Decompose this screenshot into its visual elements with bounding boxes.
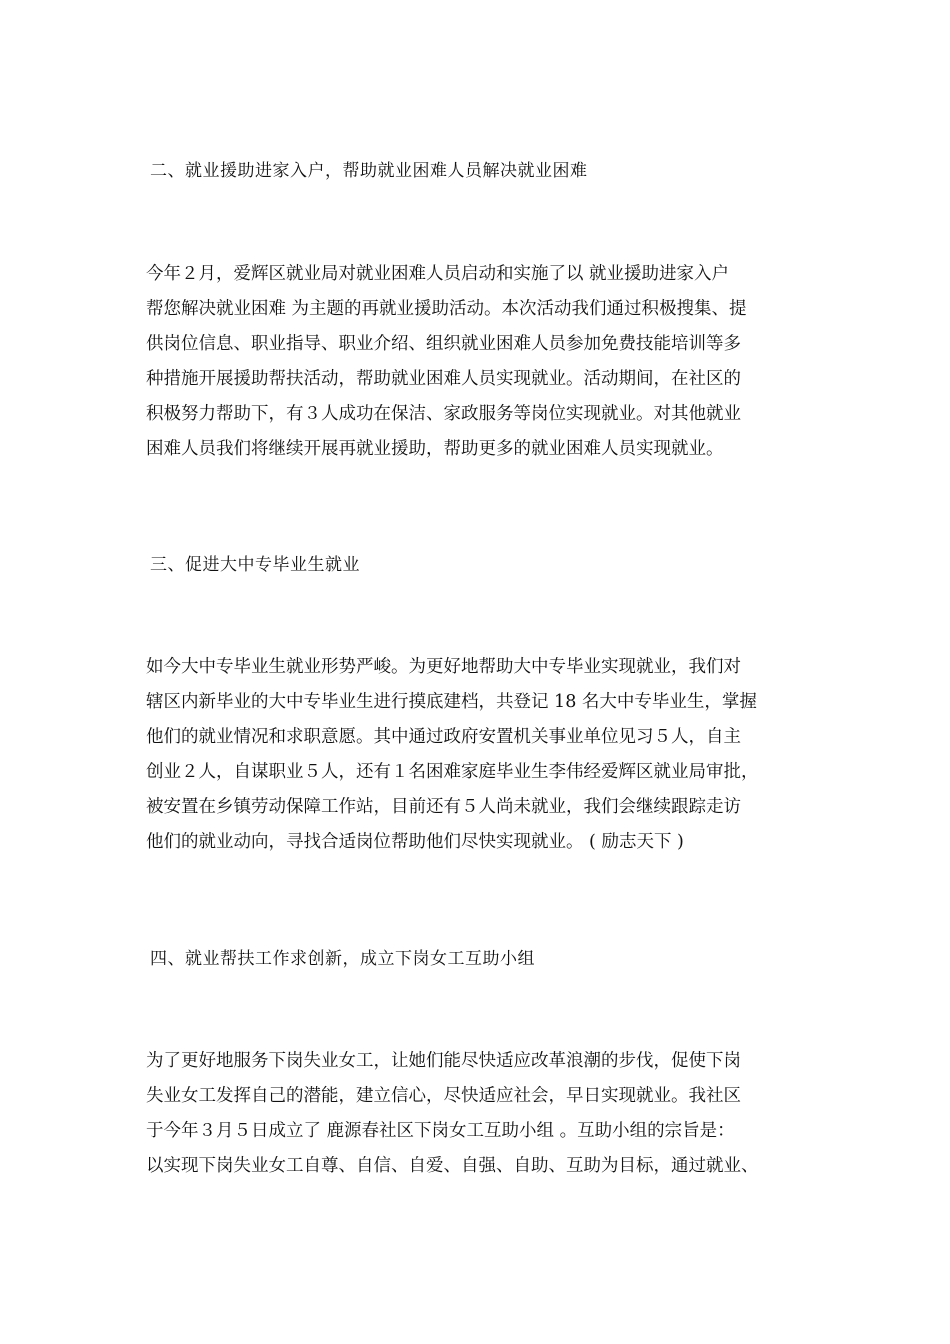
section-paragraph-2 xyxy=(146,257,814,467)
paragraph-line: 帮您解决就业困难 为主题的再就业援助活动。本次活动我们通过积极搜集、提 xyxy=(146,299,747,319)
paragraph-line: 创业２人，自谋职业５人，还有１名困难家庭毕业生李伟经爱辉区就业局审批， xyxy=(146,762,759,782)
section-heading-3: 三、促进大中专毕业生就业 xyxy=(150,555,360,575)
paragraph-line: 他们的就业情况和求职意愿。其中通过政府安置机关事业单位见习５人，自主 xyxy=(146,727,741,747)
paragraph-line: 于今年３月５日成立了 鹿源春社区下岗女工互助小组 。互助小组的宗旨是： xyxy=(146,1121,735,1141)
paragraph-line: 今年２月，爱辉区就业局对就业困难人员启动和实施了以 就业援助进家入户 xyxy=(146,264,730,284)
paragraph-line: 供岗位信息、职业指导、职业介绍、组织就业困难人员参加免费技能培训等多 xyxy=(146,334,741,354)
paragraph-line: 失业女工发挥自己的潜能，建立信心，尽快适应社会，早日实现就业。我社区 xyxy=(146,1086,741,1106)
paragraph-line: 他们的就业动向，寻找合适岗位帮助他们尽快实现就业。 ( 励志天下 ) xyxy=(146,832,684,852)
paragraph-line: 以实现下岗失业女工自尊、自信、自爱、自强、自助、互助为目标，通过就业、 xyxy=(146,1156,759,1176)
paragraph-line: 辖区内新毕业的大中专毕业生进行摸底建档，共登记 18 名大中专毕业生，掌握 xyxy=(146,692,757,712)
section-paragraph-4 xyxy=(146,1044,814,1184)
paragraph-line: 困难人员我们将继续开展再就业援助，帮助更多的就业困难人员实现就业。 xyxy=(146,439,724,459)
paragraph-line: 积极努力帮助下，有３人成功在保洁、家政服务等岗位实现就业。对其他就业 xyxy=(146,404,741,424)
section-heading-4: 四、就业帮扶工作求创新，成立下岗女工互助小组 xyxy=(150,949,535,969)
section-heading-2: 二、就业援助进家入户，帮助就业困难人员解决就业困难 xyxy=(150,161,588,181)
paragraph-line: 被安置在乡镇劳动保障工作站，目前还有５人尚未就业，我们会继续跟踪走访 xyxy=(146,797,741,817)
paragraph-line: 为了更好地服务下岗失业女工，让她们能尽快适应改革浪潮的步伐，促使下岗 xyxy=(146,1051,741,1071)
paragraph-line: 如今大中专毕业生就业形势严峻。为更好地帮助大中专毕业实现就业，我们对 xyxy=(146,657,741,677)
paragraph-line: 种措施开展援助帮扶活动，帮助就业困难人员实现就业。活动期间，在社区的 xyxy=(146,369,741,389)
section-paragraph-3 xyxy=(146,650,814,860)
